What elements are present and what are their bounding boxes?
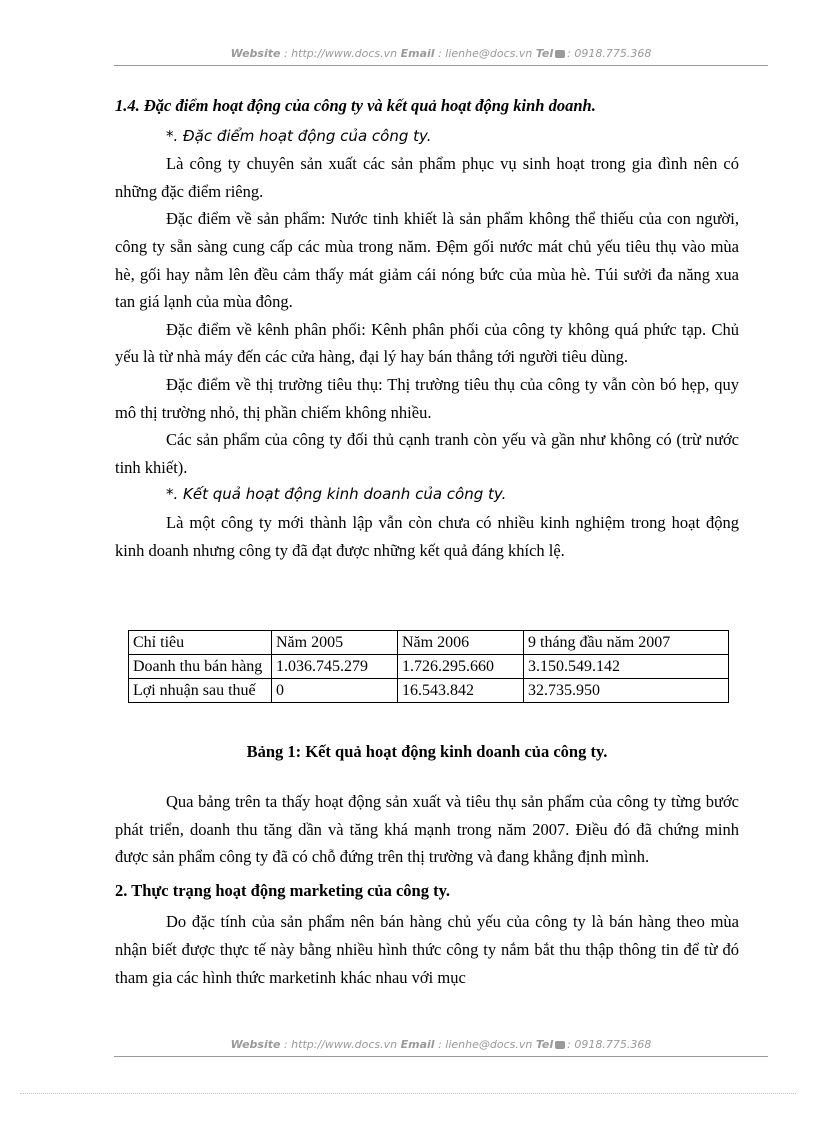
table-row	[129, 679, 729, 703]
section-2-title: 2. Thực trạng hoạt động marketing của công ty.	[115, 880, 451, 900]
paragraph-4: Đặc điểm về thị trường tiêu thụ: Thị trường tiêu thụ của công ty vẫn còn bó hẹp, quy mô thị trường nhỏ, thị phần chiếm không nhiều.	[115, 374, 739, 422]
table-cell: 3.150.549.142	[524, 655, 729, 679]
phone-icon	[555, 1041, 565, 1049]
table-header-cell: Năm 2005	[272, 631, 398, 655]
page-bottom-divider	[20, 1093, 796, 1094]
website-url[interactable]: : http://www.docs.vn	[283, 47, 398, 60]
paragraph-2: Đặc điểm về sản phẩm: Nước tinh khiết là sản phẩm không thể thiếu của con người, công ty sẵn sàng cung cấp các mùa trong năm. Đệm gối nước mát chủ yếu tiêu thụ vào mùa hè, gối hay nằm lên đều cảm thấy mát giảm cái nóng bức của mùa hè. Túi sưởi đa năng xua tan giá lạnh của mùa đông.	[115, 209, 739, 312]
paragraph-7: Qua bảng trên ta thấy hoạt động sản xuất và tiêu thụ sản phẩm của công ty từng bước phát triển, doanh thu tăng dần và tăng khá mạnh trong năm 2007. Điều đó đã chứng minh được sản phẩm công ty đã có chỗ đứng trên thị trường và đang khẳng định mình.	[115, 792, 739, 867]
paragraph-1: Là công ty chuyên sản xuất các sản phẩm phục vụ sinh hoạt trong gia đình nên có những đặc điểm riêng.	[115, 154, 739, 201]
subheading-characteristics: *. Đặc điểm hoạt động của công ty.	[166, 126, 432, 145]
table-cell: 1.036.745.279	[272, 655, 398, 679]
phone-icon	[555, 50, 565, 58]
table-header-cell: Năm 2006	[398, 631, 524, 655]
paragraph-5: Các sản phẩm của công ty đối thủ cạnh tranh còn yếu và gần như không có (trừ nước tinh khiết).	[115, 430, 739, 477]
website-url[interactable]: : http://www.docs.vn	[283, 1038, 398, 1051]
table-cell: Doanh thu bán hàng	[129, 655, 272, 679]
paragraph-6: Là một công ty mới thành lập vẫn còn chưa có nhiều kinh nghiệm trong hoạt động kinh doanh nhưng công ty đã đạt được những kết quả đáng khích lệ.	[115, 512, 739, 560]
table-header-row	[129, 631, 729, 655]
paragraph-3: Đặc điểm về kênh phân phối: Kênh phân phối của công ty không quá phức tạp. Chủ yếu là từ nhà máy đến các cửa hàng, đại lý hay bán thẳng tới người tiêu dùng.	[115, 319, 739, 367]
page-footer	[114, 1038, 768, 1057]
email-value[interactable]: : lienhe@docs.vn	[438, 47, 533, 60]
section-title: 1.4. Đặc điểm hoạt động của công ty và kết quả hoạt động kinh doanh.	[115, 96, 596, 115]
tel-label: Tel	[535, 1038, 554, 1051]
page-header	[114, 47, 768, 66]
results-table	[128, 630, 729, 703]
table-header-cell: Chỉ tiêu	[129, 631, 272, 655]
tel-value: : 0918.775.368	[567, 47, 652, 60]
email-label: Email	[400, 47, 435, 60]
website-label: Website	[230, 1038, 281, 1051]
body-bottom	[115, 788, 739, 991]
tel-value: : 0918.775.368	[567, 1038, 652, 1051]
table-cell: Lợi nhuận sau thuế	[129, 679, 272, 703]
email-label: Email	[400, 1038, 435, 1051]
website-label: Website	[230, 47, 281, 60]
body-top	[115, 92, 739, 564]
table-cell: 0	[272, 679, 398, 703]
table-cell: 1.726.295.660	[398, 655, 524, 679]
table-row	[129, 655, 729, 679]
tel-label: Tel	[535, 47, 554, 60]
email-value[interactable]: : lienhe@docs.vn	[438, 1038, 533, 1051]
paragraph-8: Do đặc tính của sản phẩm nên bán hàng chủ yếu của công ty là bán hàng theo mùa nhận biết được thực tế này bằng nhiều hình thức công ty nắm bắt thu thập thông tin để từ đó tham gia các hình thức marketinh khác nhau với mục	[115, 912, 739, 987]
table-cell: 32.735.950	[524, 679, 729, 703]
table-cell: 16.543.842	[398, 679, 524, 703]
table-caption: Bảng 1: Kết quả hoạt động kinh doanh của công ty.	[246, 742, 608, 761]
table-header-cell: 9 tháng đầu năm 2007	[524, 631, 729, 655]
subheading-results: *. Kết quả hoạt động kinh doanh của công ty.	[166, 485, 507, 504]
